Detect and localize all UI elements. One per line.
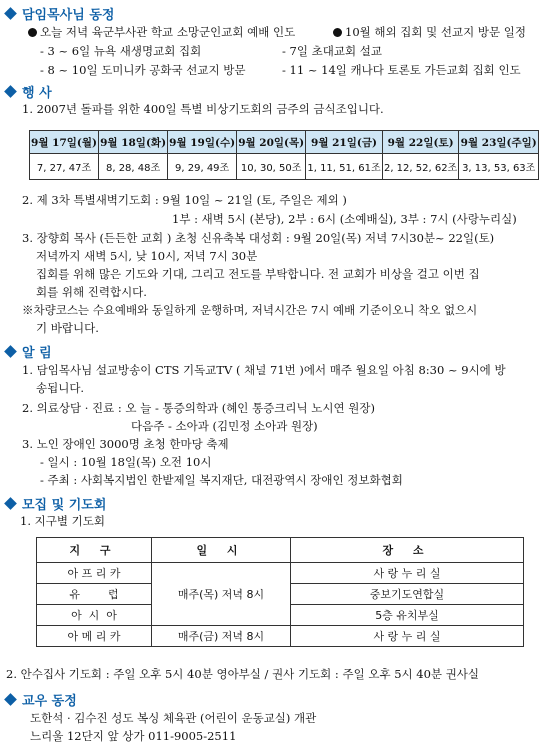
events-title: 행 사 <box>22 86 52 101</box>
time-cell: 매주(금) 저녁 8시 <box>152 626 291 647</box>
notice-item3c: - 주최 : 사회복지법인 한밭제일 복지재단, 대전광역시 장애인 정보화협회 <box>40 473 403 487</box>
meetings-item1: 1. 지구별 기도회 <box>20 514 105 528</box>
fasting-day-header: 9월 23일(주일) <box>459 131 539 154</box>
fasting-group-cell: 2, 12, 52, 62조 <box>382 154 459 180</box>
events-item3c: 집회를 위해 많은 기도와 기대, 그리고 전도를 부탁합니다. 전 교회가 비상을 걸고 이번 집 <box>36 267 480 281</box>
bullet-dot-icon <box>28 28 37 37</box>
members-section-heading <box>4 690 77 709</box>
notice-item1b: 송됩니다. <box>36 381 85 395</box>
pastor-line1a: 오늘 저녁 육군부사관 학교 소망군인교회 예배 인도 <box>28 25 295 39</box>
pastor-section-heading <box>4 4 114 23</box>
pastor-line3b: - 11 ~ 14일 캐나다 토론토 가든교회 집회 인도 <box>282 63 521 77</box>
fasting-table-header-row <box>30 131 539 154</box>
pastor-line2a: - 3 ~ 6일 뉴욕 새생명교회 집회 <box>40 44 202 58</box>
fasting-day-header: 9월 22일(토) <box>382 131 459 154</box>
diamond-bullet-icon <box>4 345 17 358</box>
pastor-line1b: 10월 해외 집회 및 선교지 방문 일정 <box>333 25 526 39</box>
fasting-group-cell: 7, 27, 47조 <box>30 154 99 180</box>
fasting-group-cell: 1, 11, 51, 61조 <box>306 154 383 180</box>
bullet-dot-icon <box>333 28 342 37</box>
table-row <box>37 563 524 584</box>
fasting-day-header: 9월 20일(목) <box>237 131 306 154</box>
diamond-bullet-icon <box>4 85 17 98</box>
meetings-section-heading <box>4 494 106 513</box>
fasting-table-row <box>30 154 539 180</box>
events-item3b: 저녁까지 새벽 5시, 낮 10시, 저녁 7시 30분 <box>36 249 258 263</box>
events-item1: 1. 2007년 돌파를 위한 400일 특별 비상기도회의 금주의 금식조입니다. <box>22 102 384 116</box>
fasting-day-header: 9월 19일(수) <box>168 131 237 154</box>
notice-section-heading <box>4 342 52 361</box>
notice-item2a: 2. 의료상담 · 진료 : 오 늘 - 통증의학과 (혜인 통증크리닉 노시연 원장) <box>22 401 375 415</box>
fasting-day-header: 9월 21일(금) <box>306 131 383 154</box>
region-cell: 아 프 리 카 <box>37 563 152 584</box>
place-header: 장 소 <box>291 538 524 563</box>
events-note1: ※차량코스는 수요예배와 동일하게 운행하며, 저녁시간은 7시 예배 기준이오니 착오 없으시 <box>22 303 478 317</box>
diamond-bullet-icon <box>4 693 17 706</box>
table-row <box>37 626 524 647</box>
pastor-title: 담임목사님 동정 <box>22 8 115 23</box>
diamond-bullet-icon <box>4 497 17 510</box>
members-title: 교우 동정 <box>22 694 77 709</box>
notice-item2b: 다음주 - 소아과 (김민정 소아과 원장) <box>131 419 318 433</box>
members-line1: 도한석 · 김수진 성도 복싱 체육관 (어린이 운동교실) 개관 <box>30 711 317 725</box>
members-line2: 느리울 12단지 앞 상가 011-9005-2511 <box>30 729 237 743</box>
region-cell: 유 럽 <box>37 584 152 605</box>
pastor-line3a: - 8 ~ 10일 도미니카 공화국 선교지 방문 <box>40 63 246 77</box>
pastor-line2b: - 7일 초대교회 설교 <box>282 44 382 58</box>
fasting-day-header: 9월 18일(화) <box>99 131 168 154</box>
time-header: 일 시 <box>152 538 291 563</box>
notice-item1a: 1. 담임목사님 설교방송이 CTS 기독교TV ( 채널 71번 )에서 매주 월요일 아침 8:30 ~ 9시에 방 <box>22 363 506 377</box>
notice-title: 알 림 <box>22 346 52 361</box>
events-item2a: 2. 제 3차 특별새벽기도회 : 9월 10일 ~ 21일 (토, 주일은 제외 ) <box>22 193 347 207</box>
place-cell: 5층 유치부실 <box>291 605 524 626</box>
diamond-bullet-icon <box>4 7 17 20</box>
events-item3d: 회를 위해 진력합시다. <box>36 285 147 299</box>
notice-item3b: - 일시 : 10월 18일(목) 오전 10시 <box>40 455 212 469</box>
events-note2: 기 바랍니다. <box>36 321 99 335</box>
prayer-table <box>36 537 524 647</box>
fasting-group-cell: 8, 28, 48조 <box>99 154 168 180</box>
fasting-group-cell: 9, 29, 49조 <box>168 154 237 180</box>
fasting-day-header: 9월 17일(월) <box>30 131 99 154</box>
events-section-heading <box>4 82 52 101</box>
place-cell: 중보기도연합실 <box>291 584 524 605</box>
region-cell: 아 시 아 <box>37 605 152 626</box>
place-cell: 사 랑 누 리 실 <box>291 626 524 647</box>
fasting-group-cell: 10, 30, 50조 <box>237 154 306 180</box>
region-cell: 아 메 리 카 <box>37 626 152 647</box>
fasting-group-cell: 3, 13, 53, 63조 <box>459 154 539 180</box>
events-item3a: 3. 장향희 목사 (든든한 교회 ) 초청 신유축복 대성회 : 9월 20일(목) 저녁 7시30분~ 22일(토) <box>22 231 495 245</box>
time-cell: 매주(목) 저녁 8시 <box>152 563 291 626</box>
meetings-item2: 2. 안수집사 기도회 : 주일 오후 5시 40분 영아부실 / 권사 기도회 : 주일 오후 5시 40분 권사실 <box>6 667 480 681</box>
region-header: 지 구 <box>37 538 152 563</box>
prayer-table-header-row <box>37 538 524 563</box>
fasting-table <box>29 130 539 180</box>
events-item2b: 1부 : 새벽 5시 (본당), 2부 : 6시 (소예배실), 3부 : 7시 (사랑누리실) <box>172 212 517 226</box>
notice-item3a: 3. 노인 장애인 3000명 초청 한마당 축제 <box>22 437 229 451</box>
meetings-title: 모집 및 기도회 <box>22 498 107 513</box>
place-cell: 사 랑 누 리 실 <box>291 563 524 584</box>
